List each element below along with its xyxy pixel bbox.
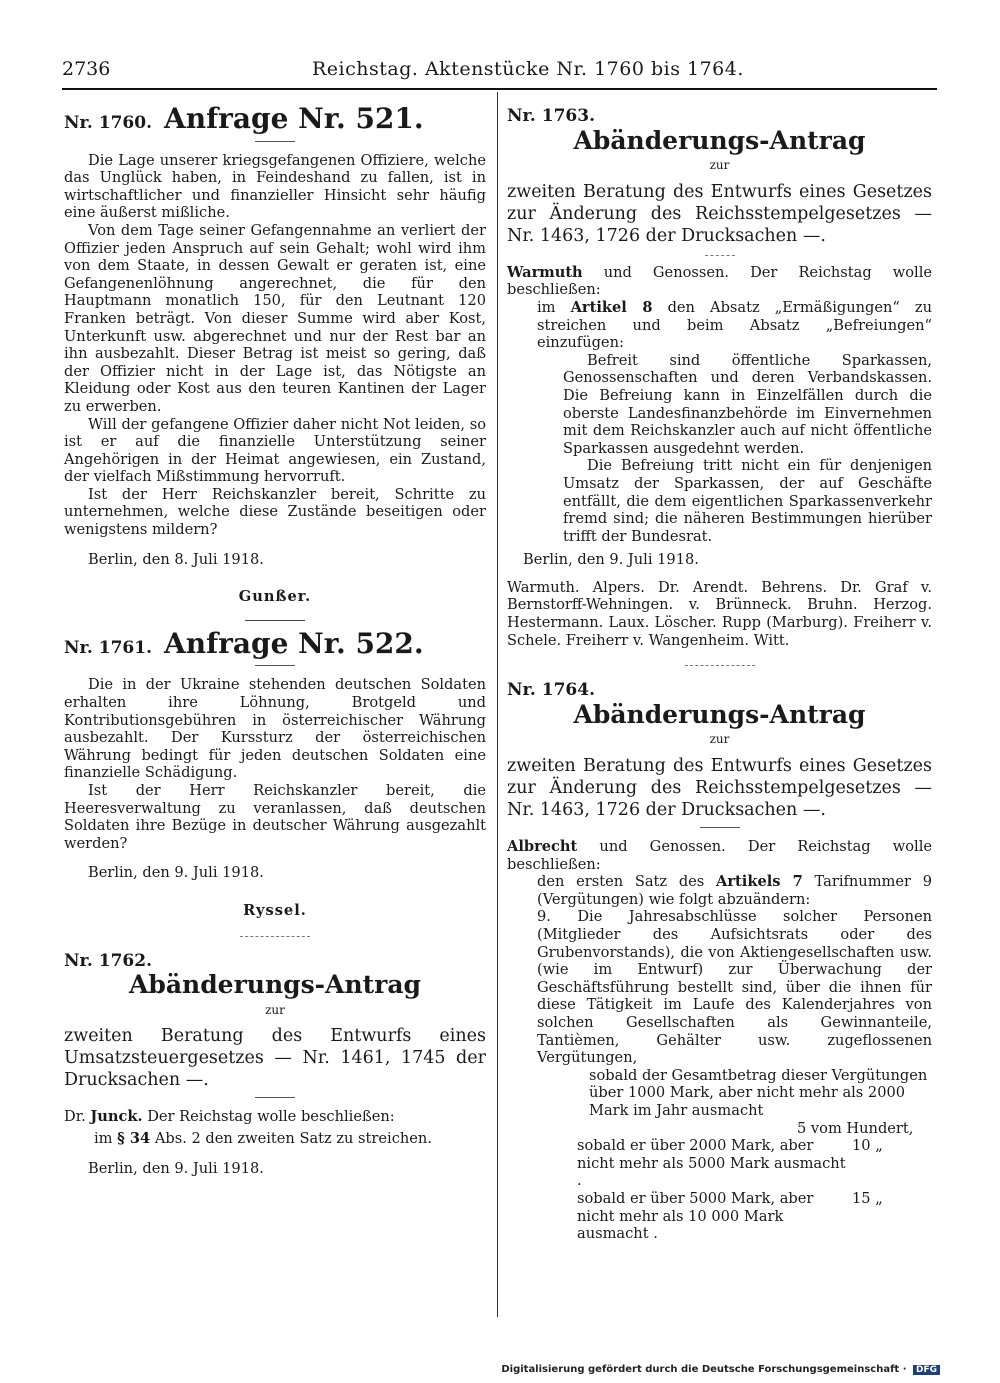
paragraph: Ist der Herr Reichskanzler bereit, die Heeresverwaltung zu veranlassen, daß deutschen Soldaten ihre Bezüge in deutscher Währung ausgezahlt werden?: [64, 782, 486, 852]
divider: [685, 665, 755, 666]
tariff-item: 9. Die Jahresabschlüsse solcher Personen (Mitglieder des Aufsichtsrats oder des Grubenvorstands), die von Aktiengesellschaften usw. (wie im Entwurf) zur Überwachung der Geschäftsführung bestellt sind, über die ihnen für diese Tätigkeit im Laufe des Kalenderjahres von solchen Gesellschaften als Gewinnanteile, Tantièmen, Gehälter usw. zugeflossenen Vergütungen,: [537, 908, 932, 1067]
divider: [240, 936, 310, 937]
intro-line: [537, 873, 932, 908]
divider: [255, 141, 295, 142]
rate-value: 10 „: [852, 1137, 883, 1155]
dfg-logo: DFG: [913, 1365, 940, 1375]
rate-row-value: [797, 1120, 932, 1138]
article-post: den Absatz „Ermäßigungen“ zu streichen und beim Absatz „Befreiungen“ einzufügen:: [537, 298, 932, 352]
mover-line: [507, 264, 932, 299]
rate-row: [577, 1137, 932, 1190]
rate-value: 15 „: [852, 1189, 883, 1207]
document-1764: [507, 682, 932, 1242]
signer: Ryssel.: [243, 901, 307, 919]
mover-name: Junck.: [90, 1108, 143, 1126]
doc-number: Nr. 1763.: [507, 106, 596, 126]
credit-text: Digitalisierung gefördert durch die Deutsche Forschungsgemeinschaft ·: [501, 1364, 907, 1375]
mover-text: Der Reichstag wolle beschließen:: [147, 1108, 395, 1126]
doc-number: Nr. 1761.: [64, 637, 153, 658]
rate-text: sobald der Gesamtbetrag dieser Vergütungen über 1000 Mark, aber nicht mehr als 2000 Mark im Jahr ausmacht: [589, 1066, 928, 1119]
rate-row: [577, 1190, 932, 1243]
zur-label: zur: [709, 732, 730, 747]
date-line: Berlin, den 9. Juli 1918.: [88, 864, 264, 882]
mover-text: und Genossen. Der Reichstag wolle beschließen:: [507, 838, 932, 873]
divider: [245, 620, 305, 621]
doc-heading: [64, 102, 486, 135]
paragraph: Von dem Tage seiner Gefangennahme an verliert der Offizier jeden Anspruch auf sein Gehalt; wohl wird ihm von dem Staate, in dessen Gewalt er geraten ist, eine Gefangenenlöhnung angerechnet, die für den Hauptmann monatlich 150, für den Leutnant 120 Franken beträgt. Von dieser Summe wird aber Kost, Unterkunft usw. abgerechnet und nur der Rest bar an ihn ausbezahlt. Dieser Betrag ist meist so gering, daß der Offizier nicht in der Lage ist, das Nötigste an Kleidung oder Kost aus den teuren Kantinen der Lager zu erwerben.: [64, 221, 486, 415]
divider: [705, 255, 735, 256]
digitization-credit: [501, 1364, 940, 1375]
mover-line: [507, 838, 932, 873]
amendment-pre: im: [94, 1129, 113, 1147]
running-head: Reichstag. Aktenstücke Nr. 1760 bis 1764.: [312, 58, 744, 80]
inserted-paragraph: Befreit sind öffentliche Sparkassen, Genossenschaften und deren Verbandskassen. Die Befreiung kann in Einzelfällen durch die oberste Landesfinanzbehörde im Einvernehmen mit dem Reichskanzler auch auf nicht öffentliche Sparkassen ausgedehnt werden.: [563, 351, 932, 457]
doc-subtitle: zweiten Beratung des Entwurfs eines Gesetzes zur Änderung des Reichsstempelgesetzes — Nr. 1463, 1726 der Drucksachen —.: [507, 181, 932, 246]
column-divider: [497, 92, 498, 1317]
document-1760: [64, 102, 486, 621]
divider: [700, 827, 740, 828]
amendment-post: Abs. 2 den zweiten Satz zu streichen.: [154, 1129, 432, 1147]
intro-article: Artikels 7: [716, 873, 803, 891]
doc-heading: [64, 626, 486, 660]
page-header: [62, 58, 942, 86]
mover-name: Albrecht: [507, 838, 578, 856]
doc-subtitle: zweiten Beratung des Entwurfs eines Umsatzsteuergesetzes — Nr. 1461, 1745 der Drucksachen —.: [64, 1026, 486, 1091]
rate-value: 5 vom Hundert,: [797, 1119, 914, 1137]
rate-text: sobald er über 2000 Mark, aber nicht mehr als 5000 Mark ausmacht .: [577, 1137, 846, 1190]
divider: [255, 665, 295, 666]
doc-number: Nr. 1762.: [64, 950, 153, 971]
zur-label: zur: [709, 158, 730, 173]
intro-pre: den ersten Satz des: [537, 873, 705, 891]
article-ref: Artikel 8: [570, 298, 653, 316]
signatories: Warmuth. Alpers. Dr. Arendt. Behrens. Dr. Graf v. Bernstorff-Wehningen. v. Brünneck. Bruhn. Herzog. Hestermann. Laux. Löscher. Rupp (Marburg). Freiherr v. Schele. Freiherr v. Wangenheim. Witt.: [507, 578, 932, 649]
amendment-section: § 34: [117, 1129, 151, 1147]
page-number: 2736: [62, 58, 111, 80]
right-column: [507, 100, 932, 1243]
paragraph: Will der gefangene Offizier daher nicht Not leiden, so ist er auf die finanzielle Unterstützung seiner Angehörigen in der Heimat angewiesen, ein Zustand, der vielfach Mißstimmung hervorruft.: [64, 415, 486, 486]
header-rule: [62, 88, 937, 90]
doc-number: Nr. 1764.: [507, 680, 596, 701]
document-1761: [64, 626, 486, 937]
article-line: [537, 299, 932, 352]
inserted-paragraph: Die Befreiung tritt nicht ein für denjenigen Umsatz der Sparkassen, der auf Geschäfte entfällt, die dem eigentlichen Sparkassenverkehr fremd sind; die näheren Bestimmungen hierüber trifft der Bundesrat.: [563, 457, 932, 545]
doc-title: Anfrage Nr. 522.: [164, 626, 424, 660]
article-pre: im: [537, 298, 556, 316]
paragraph: Ist der Herr Reichskanzler bereit, Schritte zu unternehmen, welche diese Zustände beseitigen oder wenigstens mildern?: [64, 485, 486, 539]
rate-row: [589, 1067, 932, 1120]
signer: Gunßer.: [238, 588, 312, 606]
rate-text: sobald er über 5000 Mark, aber nicht mehr als 10 000 Mark ausmacht .: [577, 1189, 814, 1243]
document-1762: [64, 950, 486, 1178]
doc-title: Abänderungs-Antrag: [573, 125, 866, 155]
document-1763: [507, 108, 932, 666]
date-line: Berlin, den 9. Juli 1918.: [523, 551, 699, 569]
doc-title: Anfrage Nr. 521.: [164, 102, 424, 135]
doc-title: Abänderungs-Antrag: [573, 699, 866, 729]
date-line: Berlin, den 8. Juli 1918.: [88, 550, 264, 568]
mover-name: Warmuth: [507, 263, 583, 281]
divider: [255, 1097, 295, 1098]
date-line: Berlin, den 9. Juli 1918.: [88, 1159, 264, 1177]
left-column: [64, 100, 486, 1177]
amendment-line: [94, 1130, 486, 1148]
doc-number: Nr. 1760.: [64, 113, 153, 133]
paragraph: Die in der Ukraine stehenden deutschen Soldaten erhalten ihre Löhnung, Brotgeld und Kontributionsgebühren in österreichischer Währung ausbezahlt. Der Kurssturz der österreichischen Währung bedingt für jeden deutschen Soldaten eine finanzielle Schädigung.: [64, 676, 486, 782]
doc-subtitle: zweiten Beratung des Entwurfs eines Gesetzes zur Änderung des Reichsstempelgesetzes — Nr. 1463, 1726 der Drucksachen —.: [507, 756, 932, 821]
mover-line: [64, 1108, 486, 1126]
intro-post: Tarifnummer 9 (Vergütungen) wie folgt abzuändern:: [537, 873, 932, 908]
doc-title: Abänderungs-Antrag: [128, 970, 422, 1000]
paragraph: Die Lage unserer kriegsgefangenen Offiziere, welche das Unglück haben, in Feindeshand zu fallen, ist in wirtschaftlicher und finanzieller Hinsicht sehr häufig eine äußerst mißliche.: [64, 151, 486, 222]
mover-text: und Genossen. Der Reichstag wolle beschließen:: [507, 263, 932, 299]
zur-label: zur: [265, 1002, 285, 1017]
mover-prefix: Dr.: [64, 1108, 86, 1126]
